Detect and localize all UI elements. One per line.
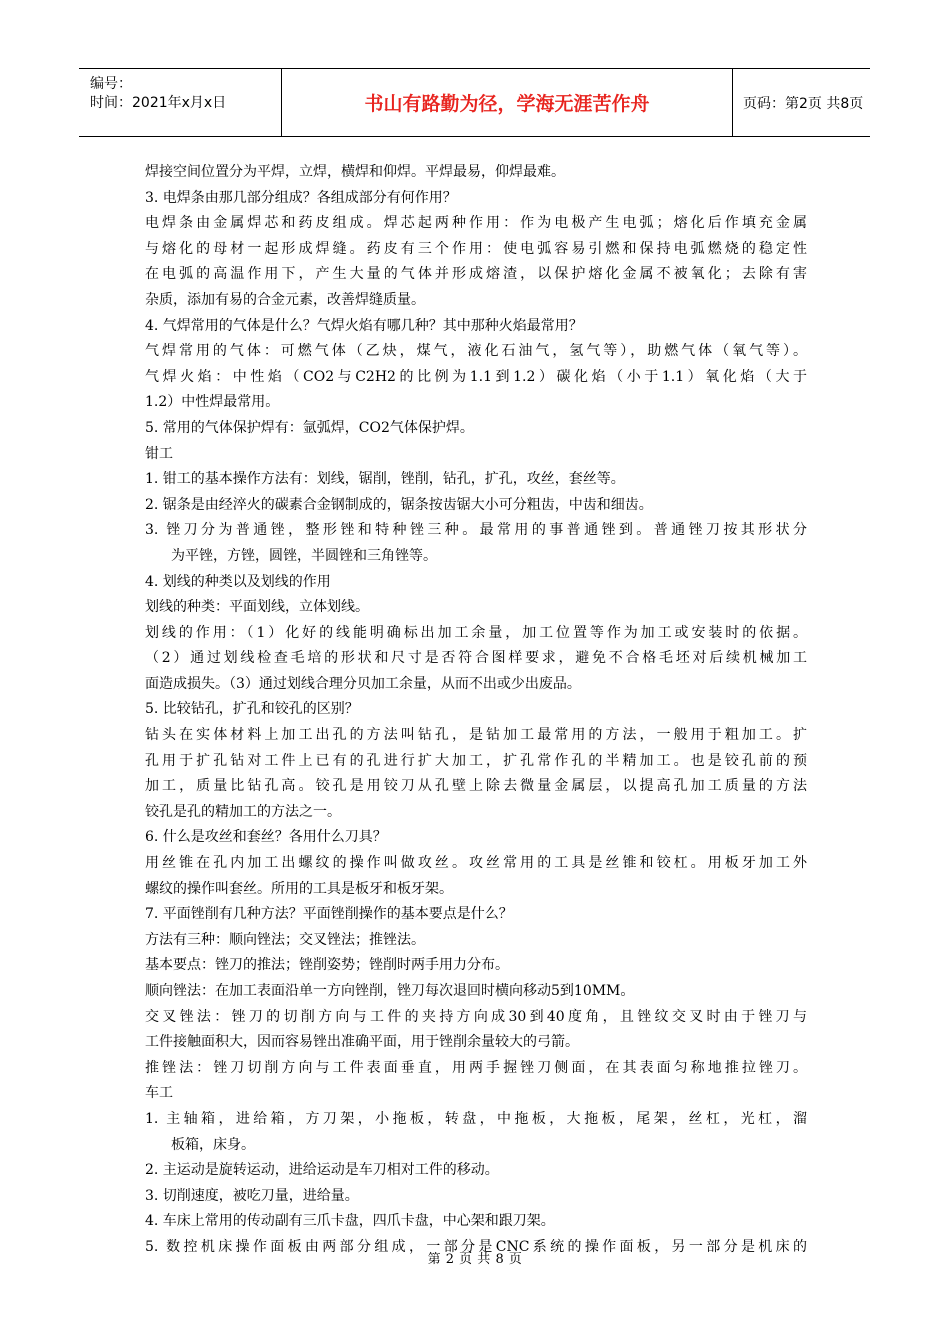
- page-header: [79, 68, 870, 137]
- text-line: 焊接空间位置分为平焊，立焊，横焊和仰焊。平焊最易，仰焊最难。: [145, 164, 565, 180]
- document-body: [145, 160, 807, 1261]
- text-line: 螺纹的操作叫套丝。所用的工具是板牙和板牙架。: [145, 880, 453, 897]
- header-motto: 书山有路勤为径，学海无涯苦作舟: [282, 69, 733, 136]
- text-line: 面造成损失。（3）通过划线合理分贝加工余量，从而不出或少出废品。: [145, 675, 581, 692]
- text-line: 铰孔是孔的精加工的方法之一。: [145, 803, 341, 820]
- question-line: 7. 平面锉削有几种方法？平面锉削操作的基本要点是什么？: [145, 906, 513, 923]
- text-line: 基本要点：锉刀的推法；锉削姿势；锉削时两手用力分布。: [145, 957, 509, 974]
- text-line: 1.2）中性焊最常用。: [145, 394, 280, 411]
- section-heading: 车工: [145, 1085, 173, 1102]
- question-line: 5. 比较钻孔，扩孔和铰孔的区别？: [145, 701, 359, 718]
- text-line: 推锉法：锉刀切削方向与工件表面垂直，用两手握锉刀侧面，在其表面匀称地推拉锉刀。: [145, 1059, 807, 1076]
- text-line: 与熔化的母材一起形成焊缝。药皮有三个作用：使电弧容易引燃和保持电弧燃烧的稳定性: [145, 240, 807, 257]
- text-line: 方法有三种：顺向锉法；交叉锉法；推锉法。: [145, 931, 425, 948]
- question-line: 4. 气焊常用的气体是什么？气焊火焰有哪几种？其中那种火焰最常用？: [145, 317, 583, 334]
- text-line: 划线的种类：平面划线，立体划线。: [145, 599, 369, 616]
- text-line: 划线的作用：（1）化好的线能明确标出加工余量，加工位置等作为加工或安装时的依据。: [145, 624, 807, 641]
- text-line: 电焊条由金属焊芯和药皮组成。焊芯起两种作用：作为电极产生电弧；熔化后作填充金属: [145, 215, 807, 232]
- question-line: 6. 什么是攻丝和套丝？各用什么刀具？: [145, 829, 387, 846]
- section-heading: 钳工: [145, 445, 173, 462]
- list-item: 2. 主运动是旋转运动，进给运动是车刀相对工件的移动。: [145, 1162, 499, 1179]
- list-item: 3. 锉刀分为普通锉，整形锉和特种锉三种。最常用的事普通锉到。普通锉刀按其形状分: [145, 522, 807, 539]
- text-line: 加工，质量比钻孔高。铰孔是用铰刀从孔壁上除去微量金属层，以提高孔加工质量的方法: [145, 778, 807, 795]
- text-line: 用丝锥在孔内加工出螺纹的操作叫做攻丝。攻丝常用的工具是丝锥和铰杠。用板牙加工外: [145, 855, 807, 872]
- text-line: 孔用于扩孔钻对工件上已有的孔进行扩大加工，扩孔常作孔的半精加工。也是铰孔前的预: [145, 752, 807, 769]
- list-item-continuation: 为平锉，方锉，圆锉，半圆锉和三角锉等。: [171, 547, 437, 564]
- text-line: 工件接触面积大，因而容易锉出准确平面，用于锉削余量较大的弓箭。: [145, 1034, 579, 1051]
- text-line: 气焊常用的气体：可燃气体（乙炔，煤气，液化石油气，氢气等），助燃气体（氧气等）。: [145, 343, 807, 360]
- question-line: 4. 划线的种类以及划线的作用: [145, 573, 331, 590]
- question-line: 3. 电焊条由那几部分组成？各组成部分有何作用？: [145, 189, 457, 206]
- header-meta: [79, 69, 282, 136]
- list-item: 2. 锯条是由经淬火的碳素合金钢制成的，锯条按齿锯大小可分粗齿，中齿和细齿。: [145, 496, 653, 513]
- list-item: 3. 切削速度，被吃刀量，进给量。: [145, 1187, 359, 1204]
- header-page-label: 页码：第2页 共8页: [743, 95, 864, 112]
- text-line: 钻头在实体材料上加工出孔的方法叫钻孔，是钻加工最常用的方法，一般用于粗加工。扩: [145, 727, 807, 744]
- text-line: 气焊火焰：中性焰（CO2与C2H2的比例为1.1到1.2）碳化焰（小于1.1）氧化焰（大于: [145, 368, 807, 385]
- document-number-label: 编号：: [90, 76, 132, 92]
- text-line: （2）通过划线检查毛培的形状和尺寸是否符合图样要求，避免不合格毛坯对后续机械加工: [145, 650, 807, 667]
- text-line: 杂质，添加有易的合金元素，改善焊缝质量。: [145, 291, 425, 308]
- page-footer: 第 2 页 共 8 页: [427, 1252, 523, 1267]
- list-item-continuation: 板箱，床身。: [171, 1136, 255, 1153]
- text-line: 在电弧的高温作用下，产生大量的气体并形成熔渣，以保护熔化金属不被氧化；去除有害: [145, 266, 807, 283]
- list-item: 5. 数控机床操作面板由两部分组成，一部分是CNC系统的操作面板，另一部分是机床的: [145, 1238, 807, 1255]
- text-line: 顺向锉法：在加工表面沿单一方向锉削，锉刀每次退回时横向移动5到10MM。: [145, 983, 635, 999]
- text-line: 交叉锉法：锉刀的切削方向与工件的夹持方向成30到40度角，且锉纹交叉时由于锉刀与: [145, 1008, 807, 1025]
- list-item: 4. 车床上常用的传动副有三爪卡盘，四爪卡盘，中心架和跟刀架。: [145, 1213, 555, 1230]
- document-time-label: 时间：2021年x月x日: [90, 95, 227, 111]
- list-item: 1. 钳工的基本操作方法有：划线，锯削，锉削，钻孔，扩孔，攻丝，套丝等。: [145, 471, 625, 488]
- question-line: 5. 常用的气体保护焊有：氩弧焊，CO2气体保护焊。: [145, 419, 474, 436]
- list-item: 1. 主轴箱，进给箱，方刀架，小拖板，转盘，中拖板，大拖板，尾架，丝杠，光杠，溜: [145, 1110, 807, 1127]
